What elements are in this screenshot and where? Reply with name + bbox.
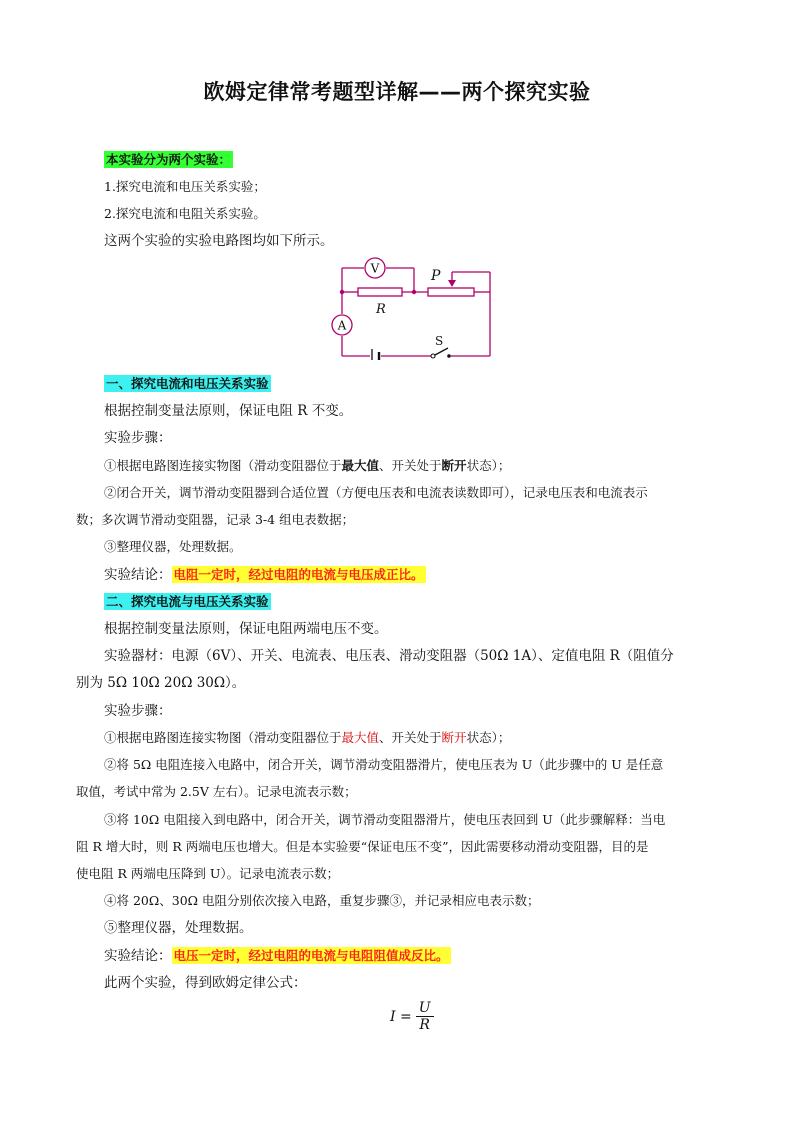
slider-label: P <box>431 268 441 284</box>
switch-label: S <box>435 334 444 348</box>
section2-step3-c: 使电阻 R 两端电压降到 U）。记录电流表示数； <box>76 866 340 881</box>
text: ①根据电路图连接实物图（滑动变阻器位于 <box>104 730 342 745</box>
section1-steps-label: 实验步骤： <box>104 430 172 446</box>
conclusion-text: 电压一定时，经过电阻的电流与电阻阻值成反比。 <box>173 948 449 963</box>
final-text: 此两个实验，得到欧姆定律公式： <box>104 975 307 991</box>
text: 、开关处于 <box>379 730 442 745</box>
resistor-label: R <box>376 302 386 317</box>
section2-steps-label: 实验步骤： <box>104 703 172 719</box>
page-title: 欧姆定律常考题型详解——两个探究实验 <box>203 80 591 104</box>
section2-principle: 根据控制变量法原则，保证电阻两端电压不变。 <box>104 621 388 637</box>
text: 状态）； <box>466 458 511 473</box>
intro-heading-line <box>104 150 233 170</box>
formula-denominator: R <box>419 1017 430 1033</box>
section2-step5: ⑤整理仪器，处理数据。 <box>104 920 253 936</box>
formula-lhs: I = <box>390 1008 412 1025</box>
section2-step3-b: 阻 R 增大时，则 R 两端电压也增大。但是本实验要“保证电压不变”，因此需要移动滑动变阻器，目的是 <box>76 839 649 854</box>
conclusion-label: 实验结论： <box>104 567 172 583</box>
ammeter-label: A <box>337 318 347 333</box>
emphasis: 最大值 <box>341 458 380 473</box>
emphasis: 最大值 <box>341 730 380 745</box>
section2-step2-b: 取值，考试中常为 2.5V 左右）。记录电流表示数； <box>76 784 357 799</box>
section2-equipment-b: 别为 5Ω 10Ω 20Ω 30Ω）。 <box>76 675 246 691</box>
text: 、开关处于 <box>379 458 442 473</box>
voltmeter-label: V <box>370 261 380 276</box>
section1-step2-b: 数；多次调节滑动变阻器，记录 3-4 组电表数据； <box>76 512 355 527</box>
ohms-law-formula <box>390 1000 434 1033</box>
section1-heading: 一、探究电流和电压关系实验 <box>106 376 269 391</box>
section2-heading: 二、探究电流与电压关系实验 <box>106 594 269 609</box>
intro-item-2: 2.探究电流和电阻关系实验。 <box>104 206 266 221</box>
section1-step2-a: ②闭合开关，调节滑动变阻器到合适位置（方便电压表和电流表读数即可），记录电压表和电流表示 <box>104 485 648 500</box>
section1-step3: ③整理仪器，处理数据。 <box>104 539 242 554</box>
intro-item-1: 1.探究电流和电压关系实验； <box>104 179 266 194</box>
section1-heading-line <box>104 374 271 394</box>
section2-step4: ④将 20Ω、30Ω 电阻分别依次接入电路，重复步骤③，并记录相应电表示数； <box>104 893 540 908</box>
section1-step1 <box>104 456 510 476</box>
circuit-note: 这两个实验的实验电路图均如下所示。 <box>104 233 334 249</box>
formula-numerator: U <box>416 1000 434 1017</box>
text: ①根据电路图连接实物图（滑动变阻器位于 <box>104 458 342 473</box>
circuit-diagram <box>326 254 496 360</box>
section1-principle: 根据控制变量法原则，保证电阻 R 不变。 <box>104 403 353 419</box>
section2-equipment-a: 实验器材：电源（6V）、开关、电流表、电压表、滑动变阻器（50Ω 1A）、定值电阻 R（阻值分 <box>104 648 674 664</box>
section2-step1 <box>104 728 510 748</box>
conclusion-label: 实验结论： <box>104 948 172 964</box>
intro-heading: 本实验分为两个实验： <box>106 152 232 167</box>
section2-conclusion <box>104 946 451 966</box>
section2-heading-line <box>104 592 271 612</box>
text: 状态）； <box>466 730 511 745</box>
emphasis: 断开 <box>441 458 467 473</box>
section1-conclusion <box>104 565 426 585</box>
conclusion-text: 电阻一定时，经过电阻的电流与电压成正比。 <box>173 567 424 582</box>
emphasis: 断开 <box>441 730 467 745</box>
section2-step3-a: ③将 10Ω 电阻接入到电路中，闭合开关，调节滑动变阻器滑片，使电压表回到 U（此步骤解释：当电 <box>104 812 666 827</box>
section2-step2-a: ②将 5Ω 电阻连接入电路中，闭合开关，调节滑动变阻器滑片，使电压表为 U（此步骤中的 U 是任意 <box>104 757 664 772</box>
